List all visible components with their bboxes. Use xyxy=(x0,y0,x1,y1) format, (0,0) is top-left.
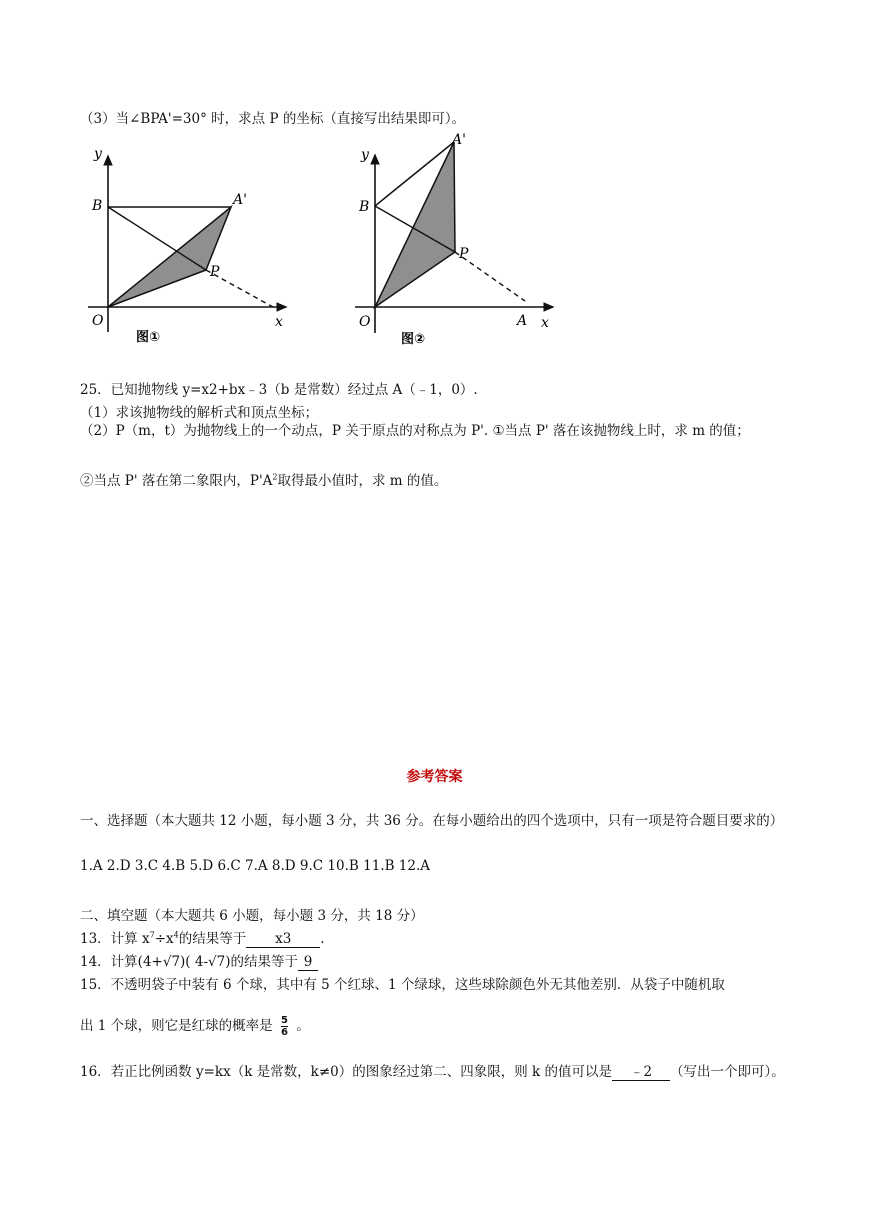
part-2b-text-end: 取得最小值时，求 m 的值。 xyxy=(277,473,448,489)
label-a-prime: A' xyxy=(233,192,247,208)
q14-text: 14．计算(4+√7)( 4-√7)的结果等于 xyxy=(80,954,298,970)
question-25-part-1: （1）求该抛物线的解析式和顶点坐标； xyxy=(80,405,319,421)
label-o: O xyxy=(359,314,371,330)
q13-answer: x3 xyxy=(246,932,320,948)
question-15-line-2 xyxy=(80,1014,310,1038)
label-o: O xyxy=(92,313,104,329)
label-x: x xyxy=(541,315,549,331)
q14-answer: 9 xyxy=(298,955,318,971)
q13-end: . xyxy=(320,931,325,947)
label-p: P xyxy=(459,246,469,262)
figure-caption: 图② xyxy=(401,332,426,347)
figure-2 xyxy=(345,133,570,355)
q16-suffix: （写出一个即可）。 xyxy=(670,1064,785,1080)
q13-suffix: 的结果等于 xyxy=(178,931,247,947)
label-a-prime: A' xyxy=(452,133,466,148)
q15-answer-fraction xyxy=(281,1015,288,1038)
q13-divide: ÷x xyxy=(154,931,174,947)
q16-text: 16．若正比例函数 y=kx（k 是常数，k≠0）的图象经过第二、四象限，则 k 的值可以是 xyxy=(80,1064,613,1080)
question-25-part-2a: （2）P（m，t）为抛物线上的一个动点，P 关于原点的对称点为 P'. ①当点 P' 落在该抛物线上时，求 m 的值； xyxy=(80,423,750,439)
q13-text: 13．计算 x xyxy=(80,931,150,947)
figure-1 xyxy=(78,140,298,355)
label-y: y xyxy=(94,146,102,162)
label-y: y xyxy=(361,147,369,163)
q13-exponent-2: 4 xyxy=(173,930,179,940)
section-1-header: 一、选择题（本大题共 12 小题，每小题 3 分，共 36 分。在每小题给出的四个选项中，只有一项是符合题目要求的） xyxy=(80,813,784,829)
question-25-stem: 25．已知抛物线 y=x2+bx﹣3（b 是常数）经过点 A（﹣1，0）. xyxy=(80,382,478,398)
q13-exponent-1: 7 xyxy=(149,930,155,940)
q15-end: 。 xyxy=(296,1018,310,1034)
section-1-answers: 1.A 2.D 3.C 4.B 5.D 6.C 7.A 8.D 9.C 10.B 11.B 12.A xyxy=(80,858,431,874)
q15-text: 出 1 个球，则它是红球的概率是 xyxy=(80,1018,273,1034)
label-a: A xyxy=(517,313,528,329)
label-b: B xyxy=(359,199,370,215)
fraction-numerator: 5 xyxy=(280,1015,288,1026)
shaded-triangle xyxy=(375,142,455,307)
question-16 xyxy=(80,1061,792,1084)
question-13 xyxy=(80,927,325,948)
superscript: 2 xyxy=(272,472,278,482)
part-2b-text: ②当点 P' 落在第二象限内，P'A xyxy=(80,473,273,489)
label-p: P xyxy=(210,264,220,280)
question-25-part-2b xyxy=(80,469,447,489)
answers-title: 参考答案 xyxy=(406,769,463,785)
section-2-header: 二、填空题（本大题共 6 小题，每小题 3 分，共 18 分） xyxy=(80,908,424,924)
label-x: x xyxy=(275,314,283,330)
fraction-denominator: 6 xyxy=(280,1027,288,1038)
figure-caption: 图① xyxy=(136,330,161,345)
question-15-line-1: 15．不透明袋子中装有 6 个球，其中有 5 个红球、1 个绿球，这些球除颜色外无其他差别．从袋子中随机取 xyxy=(80,977,725,993)
shaded-triangle xyxy=(108,207,231,307)
q16-answer: ﹣2 xyxy=(612,1065,670,1081)
label-b: B xyxy=(92,198,103,214)
question-24-part-3: （3）当∠BPA'=30° 时，求点 P 的坐标（直接写出结果即可）。 xyxy=(80,111,466,127)
question-14 xyxy=(80,950,318,971)
